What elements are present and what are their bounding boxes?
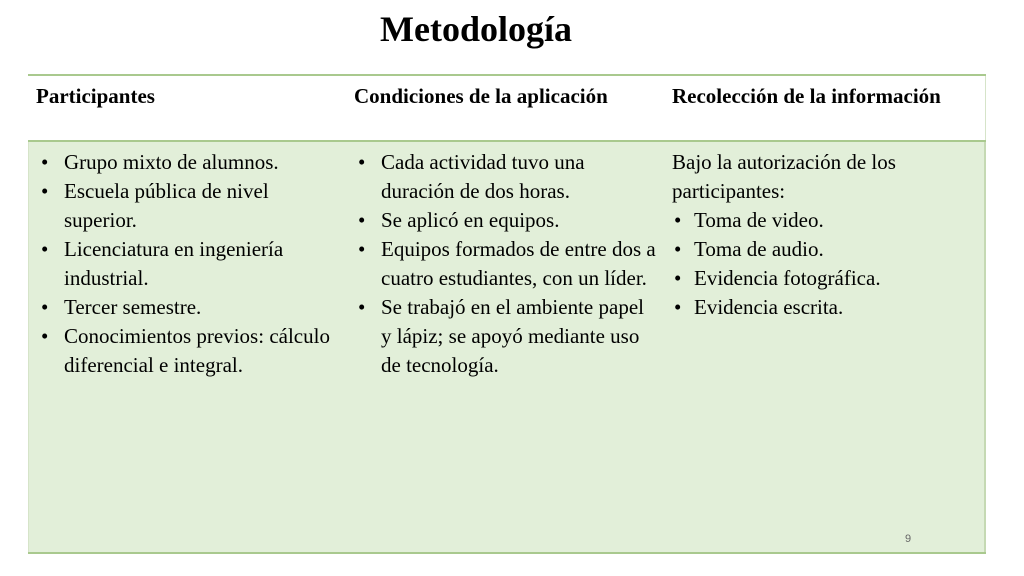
list-item: • Tercer semestre. bbox=[37, 293, 338, 322]
column-header: Participantes bbox=[28, 76, 346, 140]
column-intro: Bajo la autorización de los participantes: bbox=[672, 150, 896, 203]
list-item: • Evidencia escrita. bbox=[672, 293, 976, 322]
list-item: • Cada actividad tuvo una duración de dos horas. bbox=[354, 148, 656, 206]
column-recoleccion bbox=[664, 76, 986, 552]
slide-title: Metodología bbox=[380, 9, 572, 49]
column-header: Condiciones de la aplicación bbox=[346, 76, 664, 140]
page-number: 9 bbox=[905, 533, 912, 545]
column-body bbox=[664, 142, 986, 552]
list-item: • Equipos formados de entre dos a cuatro estudiantes, con un líder. bbox=[354, 235, 656, 293]
column-condiciones bbox=[346, 76, 664, 552]
column-header: Recolección de la información bbox=[664, 76, 986, 140]
methodology-table bbox=[28, 74, 986, 554]
bullet-list bbox=[37, 148, 338, 380]
list-item: • Grupo mixto de alumnos. bbox=[37, 148, 338, 177]
column-participantes bbox=[28, 76, 346, 552]
bullet-list bbox=[672, 206, 976, 322]
list-item: • Toma de audio. bbox=[672, 235, 976, 264]
header-divider bbox=[28, 140, 986, 142]
column-body bbox=[28, 142, 346, 552]
list-item: • Licenciatura en ingeniería industrial. bbox=[37, 235, 338, 293]
column-body bbox=[346, 142, 664, 552]
list-item: • Escuela pública de nivel superior. bbox=[37, 177, 338, 235]
list-item: • Se aplicó en equipos. bbox=[354, 206, 656, 235]
list-item: • Evidencia fotográfica. bbox=[672, 264, 976, 293]
list-item: • Conocimientos previos: cálculo diferencial e integral. bbox=[37, 322, 338, 380]
list-item: • Toma de video. bbox=[672, 206, 976, 235]
bullet-list bbox=[354, 148, 656, 380]
list-item: • Se trabajó en el ambiente papel y lápiz; se apoyó mediante uso de tecnología. bbox=[354, 293, 656, 380]
